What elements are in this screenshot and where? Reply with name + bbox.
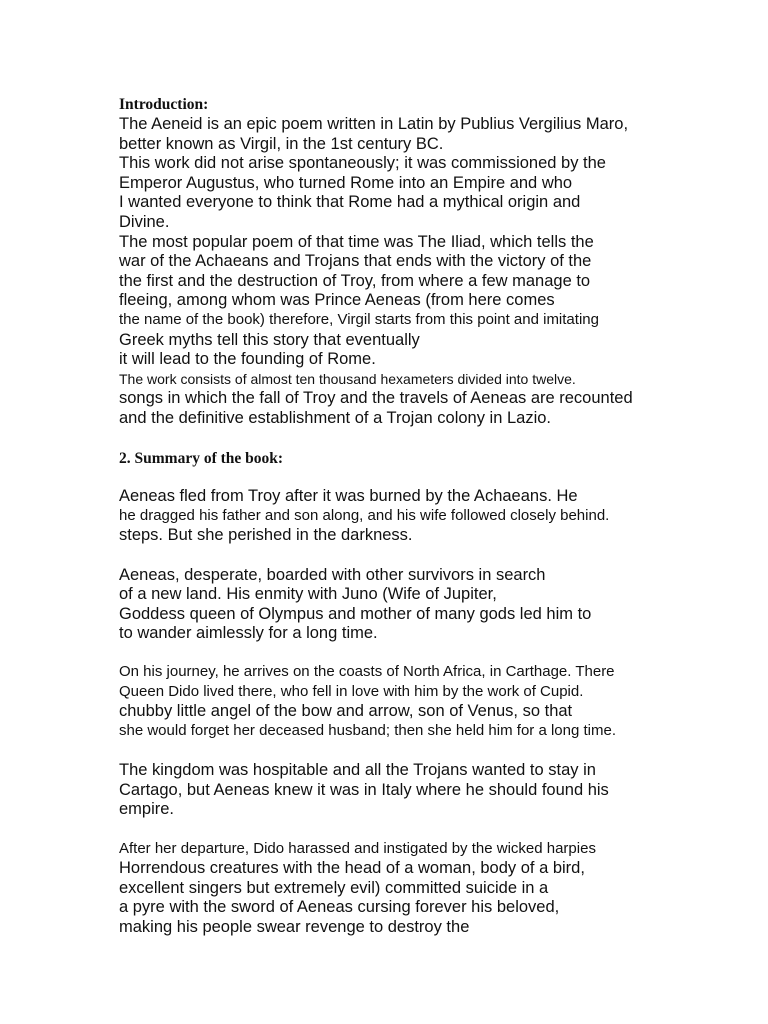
paragraph-line: On his journey, he arrives on the coasts of North Africa, in Carthage. There — [119, 663, 615, 680]
intro-line: Divine. — [119, 213, 170, 231]
paragraph-line: Aeneas fled from Troy after it was burned by the Achaeans. He — [119, 487, 578, 505]
paragraph-line: Goddess queen of Olympus and mother of many gods led him to — [119, 605, 592, 623]
intro-line: songs in which the fall of Troy and the travels of Aeneas are recounted — [119, 389, 633, 407]
intro-line: and the definitive establishment of a Trojan colony in Lazio. — [119, 409, 552, 427]
paragraph-line: he dragged his father and son along, and his wife followed closely behind. — [119, 507, 610, 524]
paragraph-line: a pyre with the sword of Aeneas cursing forever his beloved, — [119, 898, 560, 916]
paragraph-line: empire. — [119, 800, 175, 818]
intro-line: it will lead to the founding of Rome. — [119, 350, 376, 368]
paragraph-line: Horrendous creatures with the head of a woman, body of a bird, — [119, 859, 585, 877]
intro-line: the first and the destruction of Troy, from where a few manage to — [119, 272, 591, 290]
summary-heading: 2. Summary of the book: — [119, 450, 284, 467]
intro-line: This work did not arise spontaneously; it was commissioned by the — [119, 154, 606, 172]
paragraph-line: excellent singers but extremely evil) committed suicide in a — [119, 879, 549, 897]
intro-line: I wanted everyone to think that Rome had a mythical origin and — [119, 193, 581, 211]
paragraph-line: Aeneas, desperate, boarded with other survivors in search — [119, 566, 546, 584]
intro-line: The Aeneid is an epic poem written in Latin by Publius Vergilius Maro, — [119, 115, 629, 133]
paragraph-line: steps. But she perished in the darkness. — [119, 526, 413, 544]
intro-line: Emperor Augustus, who turned Rome into an Empire and who — [119, 174, 573, 192]
paragraph-line: making his people swear revenge to destroy the — [119, 918, 470, 936]
intro-line: The work consists of almost ten thousand hexameters divided into twelve. — [119, 371, 576, 387]
paragraph-line: Cartago, but Aeneas knew it was in Italy where he should found his — [119, 781, 609, 799]
intro-heading: Introduction: — [119, 96, 209, 113]
paragraph-line: Queen Dido lived there, who fell in love with him by the work of Cupid. — [119, 683, 584, 700]
paragraph-line: After her departure, Dido harassed and instigated by the wicked harpies — [119, 840, 596, 857]
intro-line: fleeing, among whom was Prince Aeneas (from here comes — [119, 291, 555, 309]
intro-line: Greek myths tell this story that eventually — [119, 331, 420, 349]
paragraph-line: chubby little angel of the bow and arrow, son of Venus, so that — [119, 702, 573, 720]
paragraph-line: she would forget her deceased husband; then she held him for a long time. — [119, 722, 616, 739]
intro-line: the name of the book) therefore, Virgil starts from this point and imitating — [119, 311, 599, 328]
intro-line: war of the Achaeans and Trojans that ends with the victory of the — [119, 252, 592, 270]
paragraph-line: of a new land. His enmity with Juno (Wife of Jupiter, — [119, 585, 497, 603]
intro-line: The most popular poem of that time was The Iliad, which tells the — [119, 233, 594, 251]
intro-line: better known as Virgil, in the 1st century BC. — [119, 135, 444, 153]
paragraph-line: to wander aimlessly for a long time. — [119, 624, 378, 642]
paragraph-line: The kingdom was hospitable and all the Trojans wanted to stay in — [119, 761, 596, 779]
